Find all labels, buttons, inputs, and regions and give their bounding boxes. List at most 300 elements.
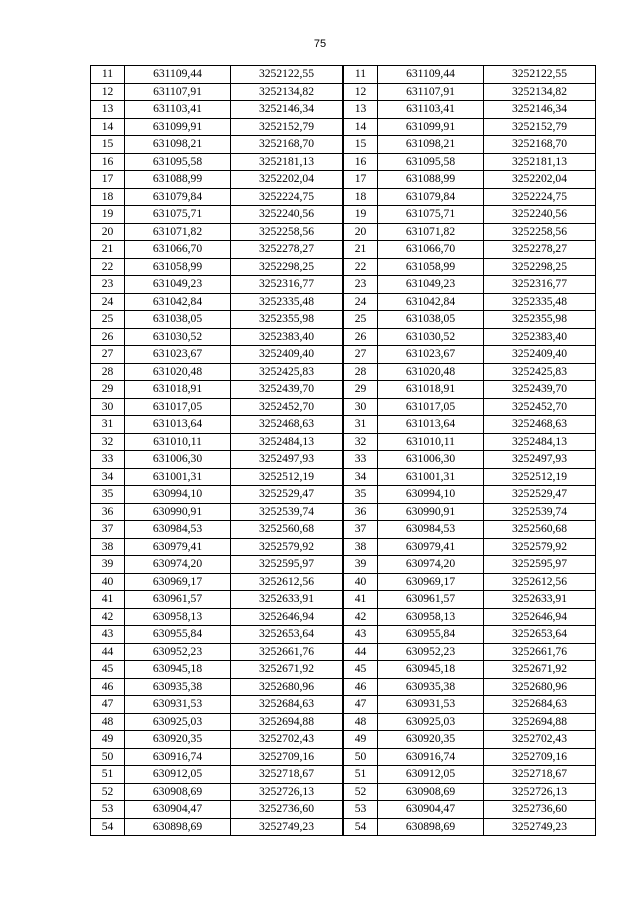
point-number-cell: 25 [344,311,378,329]
y-coordinate-cell: 3252258,56 [484,223,596,241]
y-coordinate-cell: 3252579,92 [231,538,343,556]
y-coordinate-cell: 3252240,56 [484,206,596,224]
x-coordinate-cell: 630969,17 [378,573,484,591]
y-coordinate-cell: 3252661,76 [231,643,343,661]
y-coordinate-cell: 3252497,93 [484,451,596,469]
y-coordinate-cell: 3252529,47 [484,486,596,504]
y-coordinate-cell: 3252335,48 [484,293,596,311]
x-coordinate-cell: 631058,99 [125,258,231,276]
x-coordinate-cell: 630931,53 [125,696,231,714]
table-row [344,538,596,556]
x-coordinate-cell: 631107,91 [378,83,484,101]
point-number-cell: 34 [344,468,378,486]
x-coordinate-cell: 630912,05 [378,766,484,784]
x-coordinate-cell: 631098,21 [125,136,231,154]
x-coordinate-cell: 631095,58 [378,153,484,171]
point-number-cell: 37 [91,521,125,539]
point-number-cell: 47 [344,696,378,714]
table-row [91,381,343,399]
y-coordinate-cell: 3252383,40 [484,328,596,346]
table-row [91,258,343,276]
y-coordinate-cell: 3252134,82 [231,83,343,101]
x-coordinate-cell: 630935,38 [125,678,231,696]
table-row [91,766,343,784]
y-coordinate-cell: 3252595,97 [484,556,596,574]
point-number-cell: 33 [91,451,125,469]
table-row [344,486,596,504]
point-number-cell: 47 [91,696,125,714]
table-row [91,713,343,731]
point-number-cell: 52 [344,783,378,801]
y-coordinate-cell: 3252726,13 [484,783,596,801]
x-coordinate-cell: 631099,91 [125,118,231,136]
y-coordinate-cell: 3252168,70 [231,136,343,154]
point-number-cell: 27 [91,346,125,364]
x-coordinate-cell: 631079,84 [125,188,231,206]
point-number-cell: 12 [91,83,125,101]
table-row [344,293,596,311]
point-number-cell: 26 [91,328,125,346]
x-coordinate-cell: 630994,10 [125,486,231,504]
y-coordinate-cell: 3252335,48 [231,293,343,311]
table-row [91,503,343,521]
table-row [91,416,343,434]
x-coordinate-cell: 631079,84 [378,188,484,206]
point-number-cell: 32 [344,433,378,451]
y-coordinate-cell: 3252718,67 [231,766,343,784]
y-coordinate-cell: 3252539,74 [484,503,596,521]
table-row [91,171,343,189]
table-row [91,801,343,819]
table-row [91,328,343,346]
table-row [344,398,596,416]
y-coordinate-cell: 3252409,40 [231,346,343,364]
x-coordinate-cell: 631088,99 [378,171,484,189]
y-coordinate-cell: 3252595,97 [231,556,343,574]
coordinates-table-left [90,65,343,836]
y-coordinate-cell: 3252452,70 [231,398,343,416]
table-row [344,101,596,119]
table-row [344,433,596,451]
table-row [344,573,596,591]
point-number-cell: 54 [91,818,125,836]
point-number-cell: 49 [91,731,125,749]
point-number-cell: 18 [344,188,378,206]
point-number-cell: 36 [91,503,125,521]
point-number-cell: 25 [91,311,125,329]
table-row [91,83,343,101]
y-coordinate-cell: 3252653,64 [231,626,343,644]
table-row [344,206,596,224]
x-coordinate-cell: 631030,52 [125,328,231,346]
x-coordinate-cell: 630916,74 [378,748,484,766]
x-coordinate-cell: 630908,69 [378,783,484,801]
point-number-cell: 11 [91,66,125,84]
x-coordinate-cell: 631066,70 [125,241,231,259]
table-row [91,433,343,451]
y-coordinate-cell: 3252202,04 [484,171,596,189]
point-number-cell: 41 [344,591,378,609]
table-row [91,643,343,661]
y-coordinate-cell: 3252529,47 [231,486,343,504]
point-number-cell: 39 [344,556,378,574]
point-number-cell: 37 [344,521,378,539]
table-row [344,643,596,661]
point-number-cell: 38 [344,538,378,556]
x-coordinate-cell: 630955,84 [125,626,231,644]
table-row [91,276,343,294]
point-number-cell: 43 [344,626,378,644]
y-coordinate-cell: 3252671,92 [484,661,596,679]
point-number-cell: 33 [344,451,378,469]
table-row [91,136,343,154]
table-row [344,696,596,714]
x-coordinate-cell: 630904,47 [125,801,231,819]
x-coordinate-cell: 631030,52 [378,328,484,346]
table-row [344,591,596,609]
table-row [91,608,343,626]
table-body [344,66,596,836]
x-coordinate-cell: 631098,21 [378,136,484,154]
table-row [91,311,343,329]
table-row [344,276,596,294]
point-number-cell: 48 [344,713,378,731]
y-coordinate-cell: 3252168,70 [484,136,596,154]
x-coordinate-cell: 631013,64 [125,416,231,434]
table-row [91,748,343,766]
x-coordinate-cell: 631006,30 [125,451,231,469]
y-coordinate-cell: 3252383,40 [231,328,343,346]
y-coordinate-cell: 3252702,43 [484,731,596,749]
y-coordinate-cell: 3252749,23 [484,818,596,836]
table-row [91,66,343,84]
x-coordinate-cell: 631103,41 [378,101,484,119]
y-coordinate-cell: 3252298,25 [231,258,343,276]
x-coordinate-cell: 630958,13 [125,608,231,626]
point-number-cell: 14 [91,118,125,136]
y-coordinate-cell: 3252355,98 [484,311,596,329]
table-row [344,136,596,154]
point-number-cell: 42 [91,608,125,626]
y-coordinate-cell: 3252240,56 [231,206,343,224]
y-coordinate-cell: 3252560,68 [484,521,596,539]
y-coordinate-cell: 3252468,63 [484,416,596,434]
x-coordinate-cell: 630984,53 [378,521,484,539]
table-row [91,468,343,486]
table-row [344,713,596,731]
point-number-cell: 24 [91,293,125,311]
y-coordinate-cell: 3252646,94 [484,608,596,626]
point-number-cell: 15 [91,136,125,154]
x-coordinate-cell: 631109,44 [125,66,231,84]
y-coordinate-cell: 3252439,70 [231,381,343,399]
x-coordinate-cell: 630974,20 [378,556,484,574]
y-coordinate-cell: 3252152,79 [231,118,343,136]
table-row [344,748,596,766]
table-row [344,118,596,136]
x-coordinate-cell: 630898,69 [125,818,231,836]
point-number-cell: 35 [344,486,378,504]
x-coordinate-cell: 631020,48 [125,363,231,381]
point-number-cell: 42 [344,608,378,626]
x-coordinate-cell: 631075,71 [378,206,484,224]
table-row [344,381,596,399]
y-coordinate-cell: 3252202,04 [231,171,343,189]
y-coordinate-cell: 3252425,83 [484,363,596,381]
point-number-cell: 20 [344,223,378,241]
point-number-cell: 24 [344,293,378,311]
y-coordinate-cell: 3252612,56 [484,573,596,591]
x-coordinate-cell: 630931,53 [378,696,484,714]
y-coordinate-cell: 3252452,70 [484,398,596,416]
point-number-cell: 30 [344,398,378,416]
table-row [344,241,596,259]
x-coordinate-cell: 631066,70 [378,241,484,259]
x-coordinate-cell: 631107,91 [125,83,231,101]
point-number-cell: 28 [91,363,125,381]
point-number-cell: 23 [344,276,378,294]
point-number-cell: 36 [344,503,378,521]
y-coordinate-cell: 3252694,88 [231,713,343,731]
x-coordinate-cell: 631042,84 [125,293,231,311]
point-number-cell: 40 [91,573,125,591]
point-number-cell: 26 [344,328,378,346]
x-coordinate-cell: 630984,53 [125,521,231,539]
y-coordinate-cell: 3252224,75 [484,188,596,206]
y-coordinate-cell: 3252152,79 [484,118,596,136]
x-coordinate-cell: 631038,05 [378,311,484,329]
table-row [91,486,343,504]
x-coordinate-cell: 631042,84 [378,293,484,311]
table-row [91,346,343,364]
y-coordinate-cell: 3252749,23 [231,818,343,836]
x-coordinate-cell: 630961,57 [378,591,484,609]
y-coordinate-cell: 3252468,63 [231,416,343,434]
x-coordinate-cell: 630979,41 [125,538,231,556]
x-coordinate-cell: 631017,05 [378,398,484,416]
point-number-cell: 16 [344,153,378,171]
point-number-cell: 39 [91,556,125,574]
point-number-cell: 53 [91,801,125,819]
y-coordinate-cell: 3252736,60 [231,801,343,819]
table-row [91,153,343,171]
x-coordinate-cell: 631001,31 [378,468,484,486]
x-coordinate-cell: 630935,38 [378,678,484,696]
y-coordinate-cell: 3252316,77 [231,276,343,294]
x-coordinate-cell: 630904,47 [378,801,484,819]
x-coordinate-cell: 631010,11 [125,433,231,451]
x-coordinate-cell: 630994,10 [378,486,484,504]
y-coordinate-cell: 3252146,34 [484,101,596,119]
x-coordinate-cell: 630945,18 [125,661,231,679]
y-coordinate-cell: 3252425,83 [231,363,343,381]
y-coordinate-cell: 3252709,16 [484,748,596,766]
y-coordinate-cell: 3252122,55 [484,66,596,84]
x-coordinate-cell: 630958,13 [378,608,484,626]
y-coordinate-cell: 3252484,13 [231,433,343,451]
point-number-cell: 29 [344,381,378,399]
point-number-cell: 13 [344,101,378,119]
x-coordinate-cell: 631018,91 [125,381,231,399]
table-row [91,521,343,539]
table-row [344,783,596,801]
table-row [91,731,343,749]
table-row [344,608,596,626]
y-coordinate-cell: 3252684,63 [231,696,343,714]
point-number-cell: 20 [91,223,125,241]
y-coordinate-cell: 3252278,27 [231,241,343,259]
point-number-cell: 45 [344,661,378,679]
table-body [91,66,343,836]
point-number-cell: 30 [91,398,125,416]
point-number-cell: 40 [344,573,378,591]
x-coordinate-cell: 631075,71 [125,206,231,224]
y-coordinate-cell: 3252409,40 [484,346,596,364]
table-row [344,346,596,364]
table-row [344,678,596,696]
table-row [344,801,596,819]
coordinates-table-right [343,65,596,836]
x-coordinate-cell: 630974,20 [125,556,231,574]
y-coordinate-cell: 3252680,96 [231,678,343,696]
x-coordinate-cell: 630916,74 [125,748,231,766]
table-row [344,503,596,521]
table-row [91,661,343,679]
table-row [91,363,343,381]
point-number-cell: 17 [344,171,378,189]
table-row [91,398,343,416]
y-coordinate-cell: 3252633,91 [484,591,596,609]
table-row [91,538,343,556]
point-number-cell: 28 [344,363,378,381]
y-coordinate-cell: 3252646,94 [231,608,343,626]
x-coordinate-cell: 631109,44 [378,66,484,84]
table-row [91,556,343,574]
point-number-cell: 31 [91,416,125,434]
x-coordinate-cell: 631017,05 [125,398,231,416]
y-coordinate-cell: 3252579,92 [484,538,596,556]
point-number-cell: 16 [91,153,125,171]
x-coordinate-cell: 630920,35 [378,731,484,749]
x-coordinate-cell: 630952,23 [378,643,484,661]
point-number-cell: 46 [91,678,125,696]
table-row [91,678,343,696]
point-number-cell: 52 [91,783,125,801]
point-number-cell: 51 [344,766,378,784]
point-number-cell: 54 [344,818,378,836]
y-coordinate-cell: 3252122,55 [231,66,343,84]
point-number-cell: 17 [91,171,125,189]
y-coordinate-cell: 3252680,96 [484,678,596,696]
point-number-cell: 44 [344,643,378,661]
table-row [91,101,343,119]
x-coordinate-cell: 630925,03 [125,713,231,731]
point-number-cell: 48 [91,713,125,731]
x-coordinate-cell: 631038,05 [125,311,231,329]
y-coordinate-cell: 3252702,43 [231,731,343,749]
point-number-cell: 11 [344,66,378,84]
table-row [344,766,596,784]
point-number-cell: 34 [91,468,125,486]
table-row [91,573,343,591]
table-row [344,556,596,574]
table-row [91,241,343,259]
point-number-cell: 22 [344,258,378,276]
point-number-cell: 21 [344,241,378,259]
y-coordinate-cell: 3252497,93 [231,451,343,469]
y-coordinate-cell: 3252512,19 [231,468,343,486]
y-coordinate-cell: 3252224,75 [231,188,343,206]
y-coordinate-cell: 3252661,76 [484,643,596,661]
y-coordinate-cell: 3252146,34 [231,101,343,119]
x-coordinate-cell: 630898,69 [378,818,484,836]
x-coordinate-cell: 631049,23 [125,276,231,294]
y-coordinate-cell: 3252726,13 [231,783,343,801]
table-row [91,293,343,311]
x-coordinate-cell: 630979,41 [378,538,484,556]
x-coordinate-cell: 630969,17 [125,573,231,591]
x-coordinate-cell: 631001,31 [125,468,231,486]
point-number-cell: 23 [91,276,125,294]
x-coordinate-cell: 631088,99 [125,171,231,189]
point-number-cell: 14 [344,118,378,136]
x-coordinate-cell: 630952,23 [125,643,231,661]
table-row [344,661,596,679]
table-row [344,66,596,84]
point-number-cell: 27 [344,346,378,364]
point-number-cell: 38 [91,538,125,556]
point-number-cell: 51 [91,766,125,784]
point-number-cell: 50 [344,748,378,766]
x-coordinate-cell: 630912,05 [125,766,231,784]
y-coordinate-cell: 3252181,13 [484,153,596,171]
x-coordinate-cell: 631018,91 [378,381,484,399]
y-coordinate-cell: 3252439,70 [484,381,596,399]
page-number: 75 [313,38,327,50]
x-coordinate-cell: 630990,91 [125,503,231,521]
x-coordinate-cell: 631095,58 [125,153,231,171]
point-number-cell: 18 [91,188,125,206]
point-number-cell: 15 [344,136,378,154]
point-number-cell: 29 [91,381,125,399]
point-number-cell: 45 [91,661,125,679]
table-row [344,328,596,346]
x-coordinate-cell: 631023,67 [378,346,484,364]
x-coordinate-cell: 631010,11 [378,433,484,451]
y-coordinate-cell: 3252484,13 [484,433,596,451]
y-coordinate-cell: 3252684,63 [484,696,596,714]
table-row [344,468,596,486]
point-number-cell: 46 [344,678,378,696]
table-row [344,521,596,539]
table-row [344,153,596,171]
x-coordinate-cell: 631103,41 [125,101,231,119]
point-number-cell: 21 [91,241,125,259]
y-coordinate-cell: 3252134,82 [484,83,596,101]
y-coordinate-cell: 3252671,92 [231,661,343,679]
x-coordinate-cell: 631006,30 [378,451,484,469]
table-row [344,223,596,241]
y-coordinate-cell: 3252694,88 [484,713,596,731]
point-number-cell: 12 [344,83,378,101]
y-coordinate-cell: 3252736,60 [484,801,596,819]
y-coordinate-cell: 3252653,64 [484,626,596,644]
y-coordinate-cell: 3252612,56 [231,573,343,591]
y-coordinate-cell: 3252560,68 [231,521,343,539]
table-row [91,223,343,241]
table-row [91,818,343,836]
table-row [91,626,343,644]
